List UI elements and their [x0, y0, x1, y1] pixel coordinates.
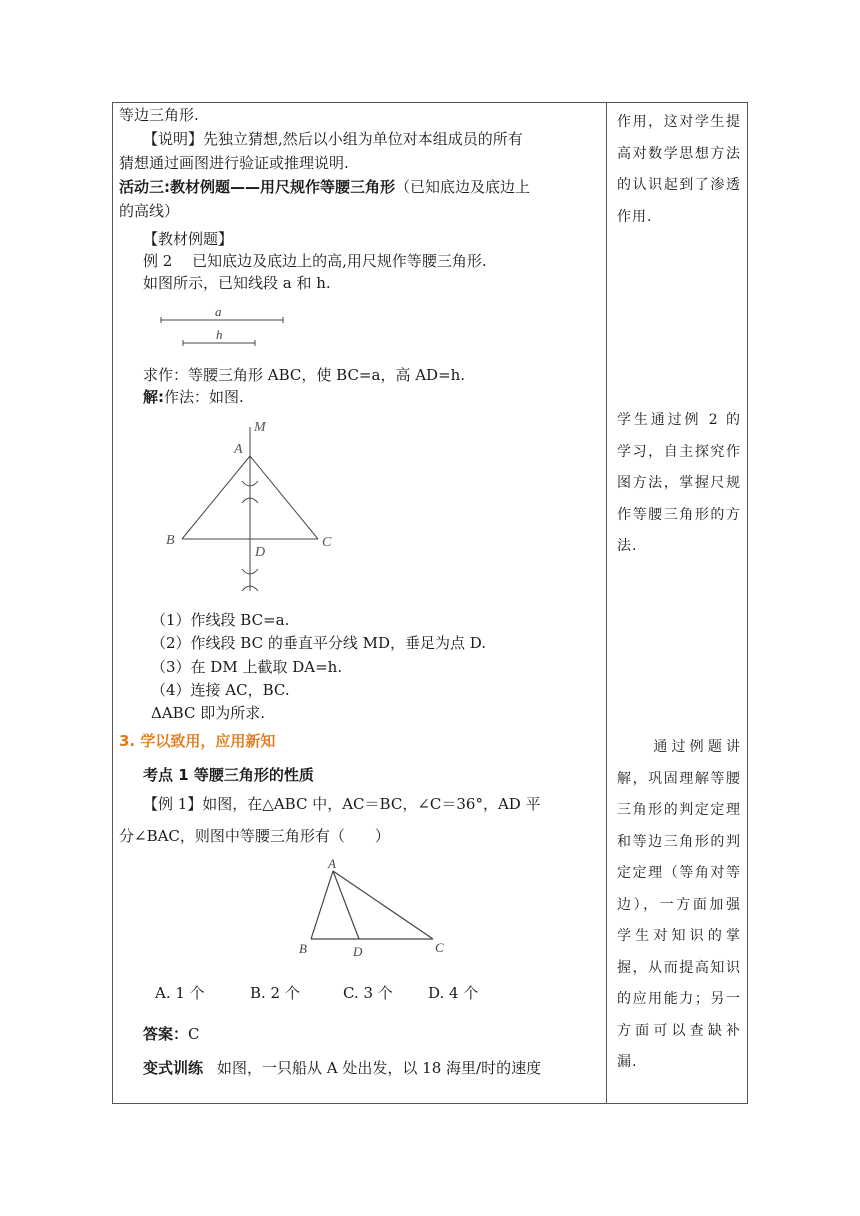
answer-value: C	[188, 1025, 200, 1043]
answer-line	[143, 1023, 200, 1045]
side-note: 作用，这对学生提高对数学思想方法的认识起到了渗透作用.	[617, 114, 741, 225]
label-c: C	[322, 535, 332, 550]
segment-ab	[311, 871, 333, 939]
textbook-example-heading: 【教材例题】	[143, 230, 234, 248]
conclusion-text: ΔABC 即为所求.	[151, 704, 265, 722]
segment-ac	[250, 456, 318, 539]
example-2: 例 2 已知底边及底边上的高,用尺规作等腰三角形.	[143, 252, 487, 270]
segment-a-label: a	[215, 304, 222, 319]
segment-h-label: h	[216, 327, 223, 342]
solution-label: 解:	[143, 388, 164, 406]
label-b: B	[299, 941, 307, 956]
step-line: （3）在 DM 上截取 DA=h.	[151, 658, 343, 676]
side-note: 学生通过例 2 的学习，自主探究作图方法，掌握尺规作等腰三角形的方法.	[617, 412, 741, 554]
example-1-line: 分∠BAC，则图中等腰三角形有（ ）	[119, 827, 390, 845]
label-a: A	[234, 442, 243, 457]
solution-line	[143, 386, 244, 408]
side-column	[607, 103, 747, 1103]
side-note: 通过例题讲解，巩固理解等腰三角形的判定定理和等边三角形的判定定理（等角对等边），一方面加强学生对知识的掌握，从而提高知识的应用能力；另一方面可以查缺补漏.	[617, 739, 741, 1070]
segment-ad	[333, 871, 359, 939]
label-d: D	[353, 944, 363, 959]
label-a: A	[328, 856, 336, 871]
task-text: 求作：等腰三角形 ABC，使 BC=a，高 AD=h.	[143, 366, 466, 384]
text-line: 等边三角形.	[119, 106, 199, 124]
answer-label: 答案：	[143, 1025, 189, 1043]
lesson-table	[112, 102, 748, 1104]
segment-figure	[153, 303, 293, 353]
step-line: （2）作线段 BC 的垂直平分线 MD，垂足为点 D.	[151, 634, 487, 652]
triangle-figure	[293, 855, 463, 965]
main-column	[113, 103, 606, 1103]
kaodian-heading: 考点 1 等腰三角形的性质	[143, 766, 314, 784]
variant-line	[143, 1057, 541, 1079]
label-m: M	[254, 420, 266, 435]
segment-ab	[182, 456, 250, 539]
note-line: 【说明】先独立猜想,然后以小组为单位对本组成员的所有	[143, 130, 523, 148]
activity-title-line2: 的高线）	[119, 202, 180, 220]
option-b: B. 2 个	[250, 984, 300, 1002]
option-a: A. 1 个	[155, 984, 205, 1002]
variant-label: 变式训练	[143, 1059, 204, 1077]
activity-title-rest: （已知底边及底边上	[395, 178, 531, 196]
activity-title-bold: 活动三:教材例题——用尺规作等腰三角形	[119, 178, 396, 196]
segment-ac	[333, 871, 433, 939]
note-line: 猜想通过画图进行验证或推理说明.	[119, 154, 349, 172]
step-line: （4）连接 AC，BC.	[151, 681, 290, 699]
option-d: D. 4 个	[428, 984, 479, 1002]
option-c: C. 3 个	[343, 984, 393, 1002]
label-d: D	[255, 545, 266, 560]
solution-text: 作法：如图.	[164, 388, 244, 406]
construction-figure	[158, 411, 348, 611]
given-text: 如图所示，已知线段 a 和 h.	[143, 274, 331, 292]
section-3-title: 3. 学以致用，应用新知	[119, 732, 276, 750]
activity-title	[119, 176, 530, 198]
step-line: （1）作线段 BC=a.	[151, 611, 290, 629]
variant-text: 如图，一只船从 A 处出发，以 18 海里/时的速度	[217, 1059, 542, 1077]
label-b: B	[166, 533, 175, 548]
label-c: C	[435, 940, 444, 955]
example-1-line: 【例 1】如图，在△ABC 中，AC＝BC，∠C＝36°，AD 平	[143, 795, 541, 813]
